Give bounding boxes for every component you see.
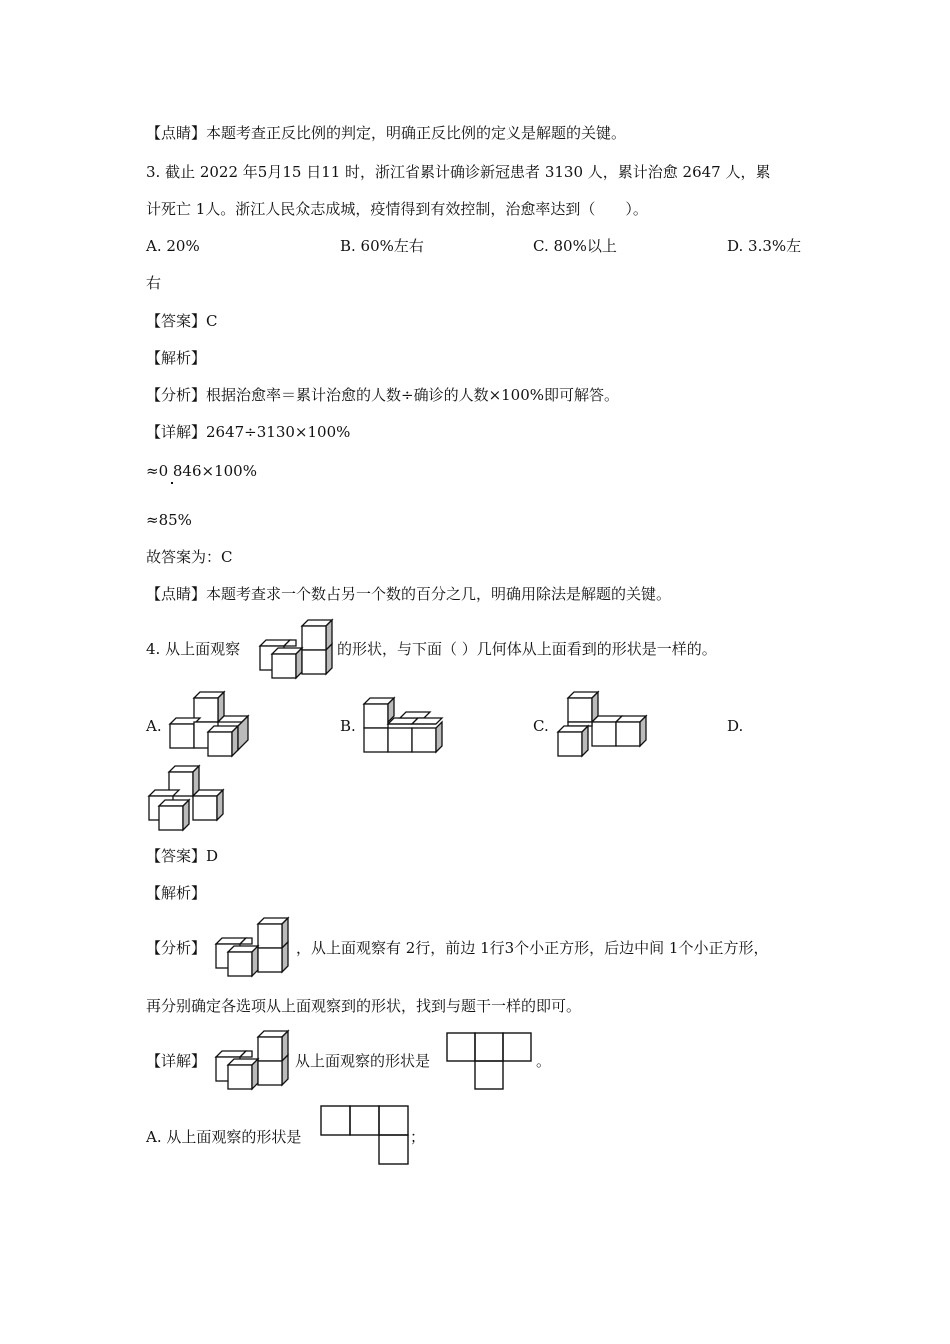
q4-detail-mid: 从上面观察的形状是 <box>295 1052 431 1070</box>
dianjing-prev: 【点睛】本题考查正反比例的判定，明确正反比例的定义是解题的关键。 <box>146 124 627 142</box>
q3-conclusion: 故答案为：C <box>146 548 233 566</box>
q4-stem-cube-figure <box>254 616 338 684</box>
q3-option-d-wrap: 右 <box>146 274 162 292</box>
q4-option-c-figure <box>556 690 652 760</box>
q4-option-a-label: A. <box>146 717 162 735</box>
q4-option-d-figure <box>143 764 233 834</box>
q4-detail-end: 。 <box>536 1052 552 1070</box>
q3-option-b: B. 60%左右 <box>340 237 424 255</box>
q4-detail-prefix: 【详解】 <box>146 1052 207 1070</box>
q4-jiexi: 【解析】 <box>146 884 207 902</box>
q4-analysis-suffix: ，从上面观察有 2行，前边 1行3个小正方形，后边中间 1个小正方形， <box>296 939 769 957</box>
q4-option-a-figure <box>168 690 254 760</box>
q3-dianjing: 【点睛】本题考查求一个数占另一个数的百分之几，明确用除法是解题的关键。 <box>146 585 672 603</box>
q4-detail-topview-grid <box>446 1032 536 1090</box>
q4-analysis-prefix: 【分析】 <box>146 939 207 957</box>
q3-jiexi: 【解析】 <box>146 349 207 367</box>
q4-analysis-cube-figure <box>210 914 294 982</box>
q3-option-c: C. 80%以上 <box>533 237 617 255</box>
q3-option-a: A. 20% <box>146 237 200 255</box>
q3-stem-line2: 计死亡 1人。浙江人民众志成城，疫情得到有效控制，治愈率达到（ ）。 <box>146 200 648 218</box>
q4-detail-cube-figure <box>210 1027 294 1095</box>
q4-a-topview-grid <box>320 1105 410 1165</box>
q3-stem-line1: 3. 截止 2022 年5月15 日11 时，浙江省累计确诊新冠患者 3130 人，累计治愈 2647 人，累 <box>146 163 771 181</box>
q3-option-d: D. 3.3%左 <box>727 237 802 255</box>
q4-option-c-label: C. <box>533 717 549 735</box>
q4-option-b-figure <box>362 694 448 756</box>
q4-a-end: ； <box>410 1128 426 1146</box>
q4-a-topview-text: A. 从上面观察的形状是 <box>146 1128 302 1146</box>
q3-step2: ≈85% <box>146 511 192 529</box>
q4-stem-prefix: 4. 从上面观察 <box>146 640 241 658</box>
q3-analysis: 【分析】根据治愈率＝累计治愈的人数÷确诊的人数×100%即可解答。 <box>146 386 620 404</box>
q3-answer: 【答案】C <box>146 312 218 330</box>
q3-step1: ≈0 846×100% <box>146 462 257 480</box>
q4-analysis-line2: 再分别确定各选项从上面观察到的形状，找到与题干一样的即可。 <box>146 997 582 1015</box>
q4-option-b-label: B. <box>340 717 356 735</box>
q3-detail: 【详解】2647÷3130×100% <box>146 423 351 441</box>
q4-stem-suffix: 的形状，与下面（ ）几何体从上面看到的形状是一样的。 <box>337 640 717 658</box>
q4-option-d-label: D. <box>727 717 744 735</box>
decimal-dot-mark <box>171 482 173 484</box>
q4-answer: 【答案】D <box>146 847 219 865</box>
